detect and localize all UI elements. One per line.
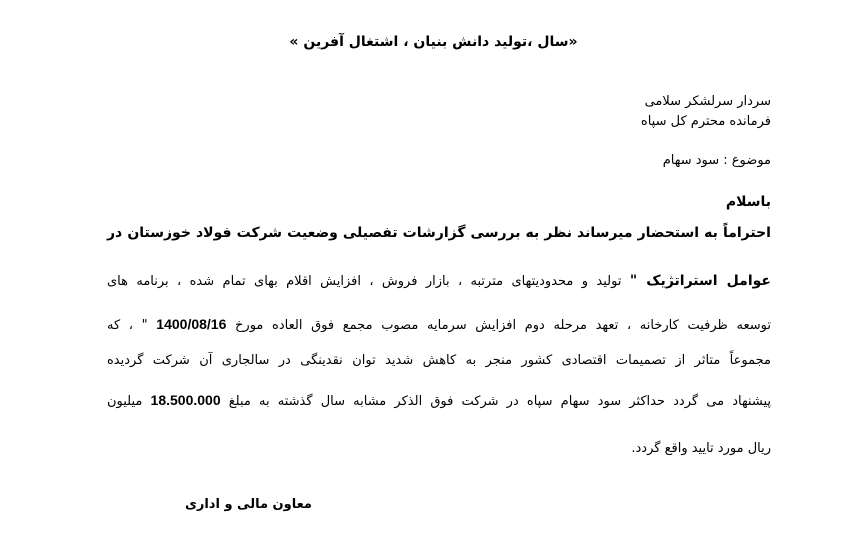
body-line-3: [107, 316, 771, 333]
meeting-date: 1400/08/16: [156, 316, 227, 332]
body-line-1: احتراماً به استحضار میرساند نظر به بررسی گزارشات تفصیلی وضعیت شرکت فولاد خوزستان در: [107, 225, 771, 241]
body-line-3-text: توسعه ظرفیت کارخانه ، تعهد مرحله دوم افزایش سرمایه مصوب مجمع فوق العاده مورخ: [226, 318, 771, 333]
body-line-5: [107, 392, 771, 409]
recipient-name: سردار سرلشکر سلامی: [644, 94, 771, 109]
signature-title: معاون مالی و اداری: [184, 497, 312, 512]
subject-line: موضوع : سود سهام: [662, 153, 771, 168]
motto-header: «سال ،تولید دانش بنیان ، اشتغال آفرین »: [289, 34, 578, 50]
body-line-4: مجموعاً متاثر از تصمیمات اقتصادی کشور منجر به کاهش شدید توان نقدینگی در سالجاری آن شرکت گردیده: [107, 353, 771, 368]
dividend-amount: 18.500.000: [150, 392, 221, 408]
body-line-5-text: پیشنهاد می گردد حداکثر سود سهام سپاه در شرکت فوق الذکر مشابه سال گذشته به مبلغ: [220, 394, 771, 409]
greeting: باسلام: [725, 194, 771, 210]
body-line-2: [107, 273, 771, 289]
body-line-2-text: تولید و محدودیتهای مترتبه ، بازار فروش ، افزایش اقلام بهای تمام شده ، برنامه های: [107, 274, 630, 289]
body-line-3-end: " ، که: [107, 318, 157, 333]
body-line-5-end: میلیون: [107, 394, 151, 409]
body-line-6: ریال مورد تایید واقع گردد.: [631, 441, 771, 456]
recipient-title: فرمانده محترم کل سپاه: [640, 114, 771, 129]
strategic-factors-label: عوامل استراتژیک ": [629, 273, 771, 289]
